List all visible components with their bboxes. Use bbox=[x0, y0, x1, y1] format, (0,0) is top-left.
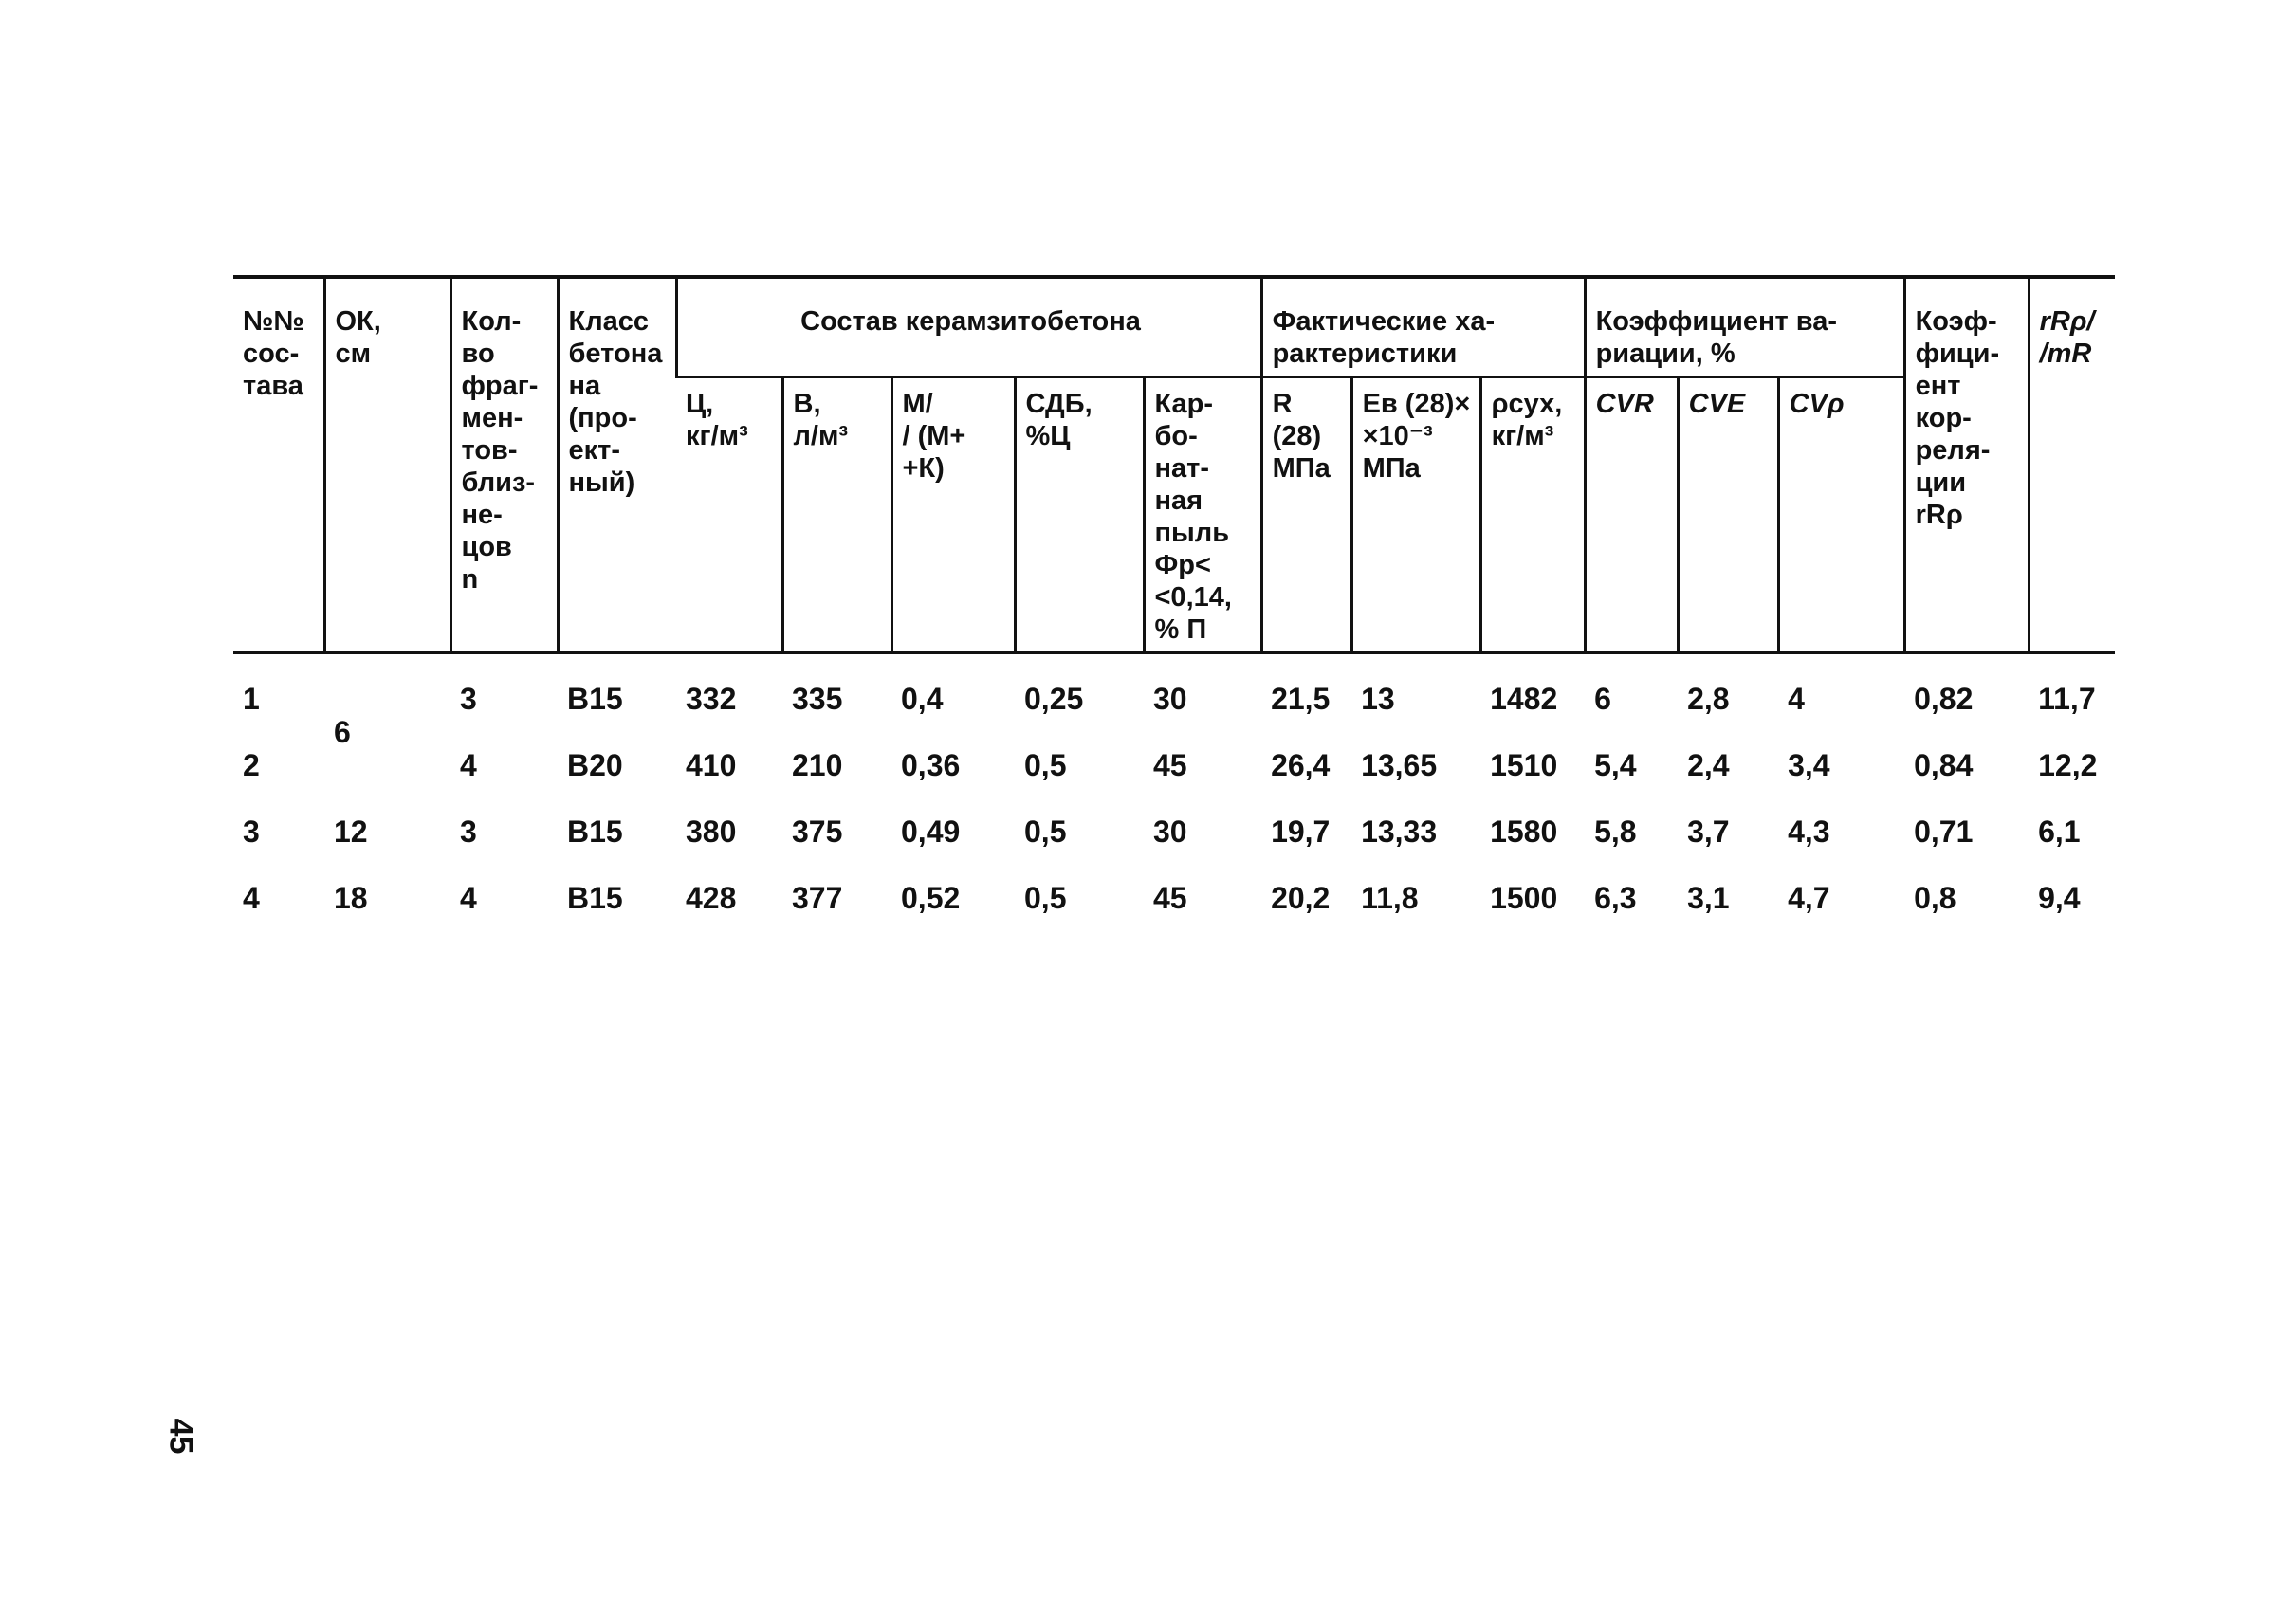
header-r28: R (28) МПа bbox=[1261, 377, 1351, 653]
cell-class: В15 bbox=[567, 815, 623, 849]
cell-cvp: 4 bbox=[1788, 682, 1805, 716]
table-row bbox=[233, 865, 2115, 931]
header-variation-coefficient-group: Коэффициент ва- риации, % bbox=[1585, 277, 1904, 377]
header-sostav-number: №№ сос- тава bbox=[233, 277, 324, 653]
cell-ok: 18 bbox=[334, 881, 368, 915]
cell-number: 1 bbox=[243, 682, 260, 716]
cell-carbonate-dust: 30 bbox=[1153, 682, 1187, 716]
header-cve: CVE bbox=[1678, 377, 1778, 653]
cell-water: 210 bbox=[792, 748, 843, 782]
cell-ratio: 12,2 bbox=[2038, 748, 2098, 782]
cell-water: 335 bbox=[792, 682, 843, 716]
cell-ratio: 6,1 bbox=[2038, 815, 2081, 849]
cell-class: В15 bbox=[567, 682, 623, 716]
cell-number: 3 bbox=[243, 815, 260, 849]
cell-eb28: 13,65 bbox=[1361, 748, 1438, 782]
cell-cement: 410 bbox=[686, 748, 737, 782]
table-row bbox=[233, 653, 2115, 733]
page-number: 45 bbox=[162, 1418, 199, 1455]
cell-correlation: 0,82 bbox=[1914, 682, 1974, 716]
cell-eb28: 11,8 bbox=[1361, 881, 1419, 915]
cell-sdb: 0,5 bbox=[1024, 815, 1067, 849]
cell-cvr: 5,8 bbox=[1594, 815, 1637, 849]
header-density: ρсух, кг/м³ bbox=[1480, 377, 1585, 653]
cell-ok: 6 bbox=[334, 715, 351, 749]
cell-cement: 428 bbox=[686, 881, 737, 915]
cell-eb28: 13,33 bbox=[1361, 815, 1438, 849]
cell-carbonate-dust: 45 bbox=[1153, 748, 1187, 782]
cell-cvp: 4,7 bbox=[1788, 881, 1830, 915]
cell-r28: 21,5 bbox=[1271, 682, 1331, 716]
header-row-1 bbox=[233, 277, 2115, 377]
cell-class: В15 bbox=[567, 881, 623, 915]
cell-fragments: 3 bbox=[460, 815, 477, 849]
cell-cvr: 5,4 bbox=[1594, 748, 1637, 782]
header-cement: Ц, кг/м³ bbox=[676, 377, 782, 653]
cell-cement: 380 bbox=[686, 815, 737, 849]
header-correlation-coefficient: Коэф- фици- ент кор- реля- ции rRρ bbox=[1904, 277, 2029, 653]
cell-density: 1482 bbox=[1490, 682, 1558, 716]
cell-cvp: 3,4 bbox=[1788, 748, 1830, 782]
cell-number: 4 bbox=[243, 881, 260, 915]
cell-number: 2 bbox=[243, 748, 260, 782]
cell-correlation: 0,84 bbox=[1914, 748, 1974, 782]
cell-r28: 19,7 bbox=[1271, 815, 1331, 849]
cell-ratio: 11,7 bbox=[2038, 682, 2096, 716]
cell-fragments: 4 bbox=[460, 881, 477, 915]
cell-carbonate-dust: 45 bbox=[1153, 881, 1187, 915]
cell-cve: 2,8 bbox=[1687, 682, 1730, 716]
cell-fragments: 3 bbox=[460, 682, 477, 716]
cell-sdb: 0,5 bbox=[1024, 748, 1067, 782]
cell-density: 1510 bbox=[1490, 748, 1558, 782]
header-actual-characteristics-group: Фактические ха- рактеристики bbox=[1261, 277, 1585, 377]
cell-density: 1580 bbox=[1490, 815, 1558, 849]
header-composition-group: Состав керамзитобетона bbox=[676, 277, 1261, 377]
cell-eb28: 13 bbox=[1361, 682, 1395, 716]
table-row bbox=[233, 732, 2115, 798]
header-carbonate-dust: Кар- бо- нат- ная пыль Фр< <0,14, % П bbox=[1144, 377, 1261, 653]
cell-cvr: 6 bbox=[1594, 682, 1611, 716]
header-cvp: CVρ bbox=[1778, 377, 1904, 653]
cell-cement: 332 bbox=[686, 682, 737, 716]
cell-m-ratio: 0,36 bbox=[901, 748, 961, 782]
header-sdb: СДБ, %Ц bbox=[1015, 377, 1144, 653]
cell-density: 1500 bbox=[1490, 881, 1558, 915]
cell-ok: 12 bbox=[334, 815, 368, 849]
concrete-composition-table bbox=[233, 275, 2115, 931]
cell-water: 375 bbox=[792, 815, 843, 849]
header-m-ratio: М/ / (М+ +К) bbox=[891, 377, 1015, 653]
header-concrete-class: Класс бетона на (про- ект- ный) bbox=[558, 277, 676, 653]
cell-m-ratio: 0,4 bbox=[901, 682, 944, 716]
cell-m-ratio: 0,49 bbox=[901, 815, 961, 849]
cell-sdb: 0,25 bbox=[1024, 682, 1084, 716]
cell-cve: 3,7 bbox=[1687, 815, 1730, 849]
cell-correlation: 0,71 bbox=[1914, 815, 1974, 849]
cell-cve: 2,4 bbox=[1687, 748, 1730, 782]
header-cvr: CVR bbox=[1585, 377, 1678, 653]
table-row bbox=[233, 798, 2115, 865]
cell-sdb: 0,5 bbox=[1024, 881, 1067, 915]
cell-cvp: 4,3 bbox=[1788, 815, 1830, 849]
cell-r28: 26,4 bbox=[1271, 748, 1331, 782]
header-eb28: Ев (28)× ×10⁻³ МПа bbox=[1351, 377, 1480, 653]
cell-r28: 20,2 bbox=[1271, 881, 1331, 915]
cell-cvr: 6,3 bbox=[1594, 881, 1637, 915]
cell-carbonate-dust: 30 bbox=[1153, 815, 1187, 849]
header-ratio: rRρ/ /mR bbox=[2029, 277, 2115, 653]
cell-cve: 3,1 bbox=[1687, 881, 1730, 915]
cell-ratio: 9,4 bbox=[2038, 881, 2081, 915]
cell-correlation: 0,8 bbox=[1914, 881, 1956, 915]
header-fragment-count: Кол- во фраг- мен- тов- близ- не- цов n bbox=[450, 277, 558, 653]
cell-fragments: 4 bbox=[460, 748, 477, 782]
cell-class: В20 bbox=[567, 748, 623, 782]
header-ok: ОК, см bbox=[324, 277, 450, 653]
cell-water: 377 bbox=[792, 881, 843, 915]
header-water: В, л/м³ bbox=[782, 377, 891, 653]
cell-m-ratio: 0,52 bbox=[901, 881, 961, 915]
